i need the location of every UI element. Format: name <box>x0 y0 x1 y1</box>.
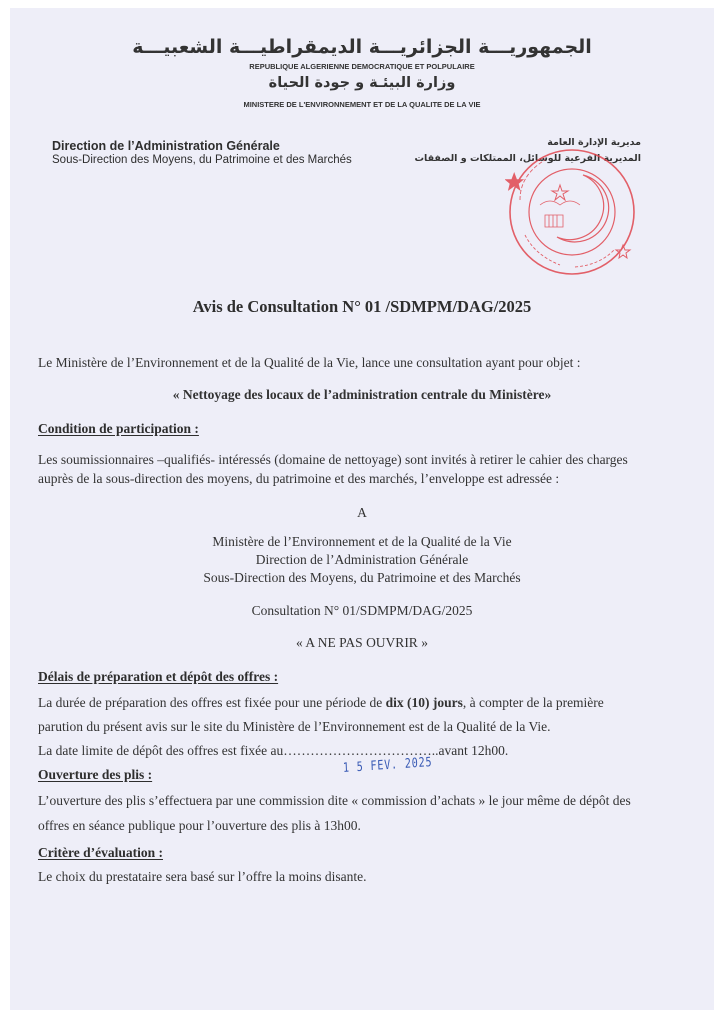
arabic-direction-main: مديرية الإدارة العامة <box>547 137 641 148</box>
page-title: Avis de Consultation N° 01 /SDMPM/DAG/2025 <box>192 297 532 316</box>
address-a: A <box>357 505 367 520</box>
direction-sub: Sous-Direction des Moyens, du Patrimoine et des Marchés <box>52 154 352 166</box>
french-ministry-title: MINISTERE DE L'ENVIRONNEMENT ET DE LA QUALITE DE LA VIE <box>243 100 481 109</box>
ouverture-heading: Ouverture des plis : <box>38 767 153 782</box>
address-consultation: Consultation N° 01/SDMPM/DAG/2025 <box>251 603 473 618</box>
delais-duration: dix (10) jours <box>385 695 463 710</box>
delais-heading: Délais de préparation et dépôt des offres : <box>38 669 279 684</box>
french-republic-title: REPUBLIQUE ALGERIENNE DEMOCRATIQUE ET POLPULAIRE <box>249 62 475 71</box>
participation-line-1: Les soumissionnaires –qualifiés- intéressés (domaine de nettoyage) sont invités à retirer le cahier des charges <box>38 452 628 467</box>
arabic-direction-sub: المديرية الفرعية للوسائل، الممتلكات و الصفقات <box>414 153 641 164</box>
delais-line-3: La date limite de dépôt des offres est fixée au……………………………..avant 12h00. <box>38 743 509 758</box>
arabic-ministry-title: وزارة البيئـة و جودة الحياة <box>268 75 456 91</box>
participation-line-2: auprès de la sous-direction des moyens, du patrimoine et des marchés, l’enveloppe est adressée : <box>38 471 560 486</box>
ouverture-line-1: L’ouverture des plis s’effectuera par une commission dite « commission d’achats » le jour même de dépôt des <box>38 793 631 808</box>
address-line-2: Direction de l’Administration Générale <box>255 552 469 567</box>
delais-line-1-pre: La durée de préparation des offres est fixée pour une période de <box>38 695 386 710</box>
critere-heading: Critère d’évaluation : <box>38 845 163 860</box>
date-stamp: 1 5 FEV. 2025 <box>342 755 433 776</box>
consultation-object: « Nettoyage des locaux de l’administration centrale du Ministère» <box>172 387 552 402</box>
ouverture-line-2: offres en séance publique pour l’ouverture des plis à 13h00. <box>38 818 361 833</box>
address-line-3: Sous-Direction des Moyens, du Patrimoine et des Marchés <box>203 570 521 585</box>
critere-line-1: Le choix du prestataire sera basé sur l’offre la moins disante. <box>38 869 367 884</box>
do-not-open-notice: « A NE PAS OUVRIR » <box>296 635 428 650</box>
delais-line-1-post: , à compter de la première <box>462 695 604 710</box>
intro-text: Le Ministère de l’Environnement et de la Qualité de la Vie, lance une consultation ayant pour objet : <box>38 355 581 370</box>
delais-line-1 <box>38 695 604 711</box>
delais-line-2: parution du présent avis sur le site du Ministère de l’Environnement est de la Qualité de la Vie. <box>38 719 551 734</box>
participation-heading: Condition de participation : <box>38 421 199 436</box>
arabic-republic-title: الجمهوريـــة الجزائريـــة الديمقراطيـــة الشعبيـــة <box>132 36 592 58</box>
direction-main: Direction de l’Administration Générale <box>52 139 280 153</box>
official-seal-icon <box>505 145 640 280</box>
address-line-1: Ministère de l’Environnement et de la Qualité de la Vie <box>212 534 512 549</box>
